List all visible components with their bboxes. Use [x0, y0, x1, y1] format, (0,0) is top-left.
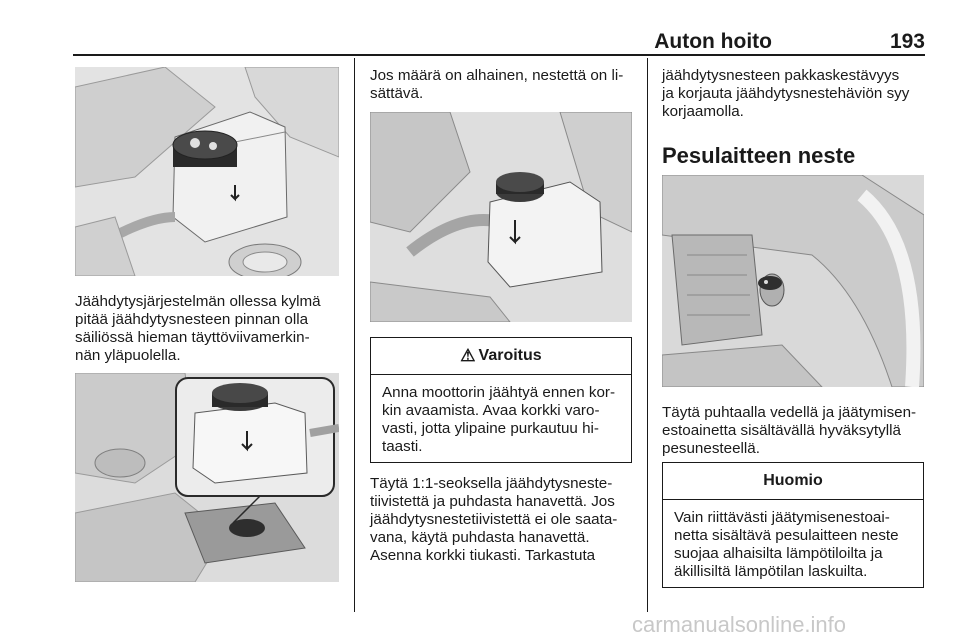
antifreeze-check-paragraph: jäähdytysnesteen pakkaskestävyys ja korjauta jäähdytysnestehäviön syy korjaamolla. [662, 67, 910, 120]
header-rule [73, 54, 925, 56]
warning-title: Varoitus [478, 347, 542, 364]
washer-fluid-paragraph: Täytä puhtaalla vedellä ja jäätymisen- estoainetta sisältävällä hyväksytyllä pesunesteellä. [662, 404, 917, 457]
page-header-title: Auton hoito [654, 30, 772, 53]
column-divider-right [647, 58, 648, 612]
coolant-level-paragraph: Jäähdytysjärjestelmän ollessa kylmä pitää jäähdytysnesteen pinnan olla säiliössä hieman täyttöviivamerkin- nän yläpuolella. [75, 293, 321, 364]
watermark: carmanualsonline.info [632, 612, 847, 637]
section-heading: Pesulaitteen neste [662, 143, 856, 168]
warning-triangle-icon: ⚠ [460, 346, 476, 365]
column-divider-left [354, 58, 355, 612]
washer-fluid-illustration [662, 175, 924, 387]
coolant-reservoir-illustration [75, 67, 339, 276]
warning-header [371, 338, 631, 375]
engine-bay-coolant-illustration [75, 373, 339, 582]
warning-box [370, 337, 632, 463]
coolant-cap-arrow-illustration [370, 112, 632, 322]
note-text: Vain riittävästi jäätymisenestoai- netta sisältävä pesulaitteen neste suojaa alhaisilta lämpötiloilta ja äkillisiltä lämpötilan laskuilta. [674, 509, 899, 580]
note-title: Huomio [763, 472, 823, 489]
note-header [663, 463, 923, 500]
fill-instructions-paragraph: Täytä 1:1-seoksella jäähdytysneste- tiivistettä ja puhdasta hanavettä. Jos jäähdytysnestetiivistettä ei ole saata- vana, käytä puhdasta hanavettä. Asenna korkki tiukasti. Tarkastuta [370, 475, 618, 564]
page-number: 193 [889, 30, 925, 53]
warning-text: Anna moottorin jäähtyä ennen kor- kin avaamista. Avaa korkki varo- vasti, jotta ylipaine purkautuu hi- taasti. [382, 384, 616, 455]
low-level-paragraph: Jos määrä on alhainen, nestettä on li- sättävä. [370, 67, 624, 102]
note-box [662, 462, 924, 588]
